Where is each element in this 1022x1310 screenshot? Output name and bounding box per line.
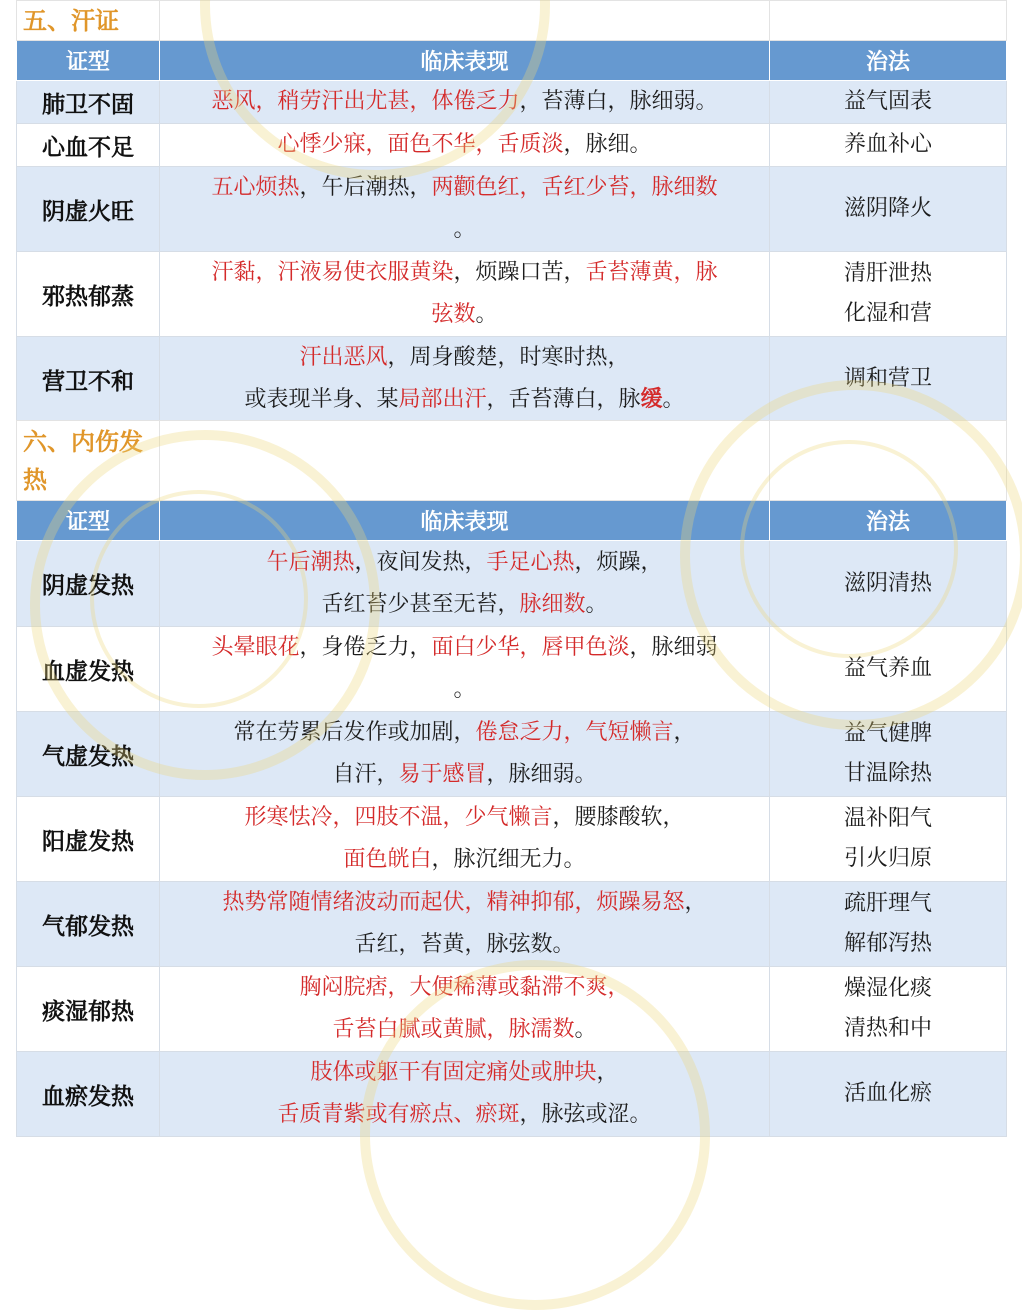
- treatment-method: 引火归原: [843, 846, 932, 871]
- treatment-cell: [770, 882, 1007, 967]
- header-row: [17, 501, 1007, 541]
- key-symptom-text: 面白少华，唇甲色淡: [431, 635, 630, 660]
- section-title: 六、内伤发热: [17, 421, 160, 501]
- manifestation-line: [164, 167, 765, 209]
- symptom-text: ，脉沉细无力。: [431, 847, 586, 872]
- syndrome-type: 气郁发热: [17, 882, 160, 967]
- symptom-text: ，舌苔薄白，脉: [486, 387, 641, 412]
- symptom-text: ，: [596, 1060, 619, 1085]
- symptom-text: 舌红苔少甚至无苔，: [321, 591, 520, 617]
- key-symptom-text: 易于感冒: [398, 762, 487, 787]
- key-symptom-text: 汗黏，汗液易使衣服黄染: [211, 260, 454, 285]
- key-symptom-text: 舌苔白腻或黄腻，脉濡数: [332, 1017, 575, 1042]
- manifestation-line: [164, 882, 765, 924]
- symptom-text: ，午后潮热，: [299, 175, 432, 200]
- symptom-text: ，夜间发热，: [354, 549, 487, 575]
- symptom-text: ，脉弦或涩。: [519, 1102, 652, 1127]
- key-symptom-text: 心悸少寐，面色不华，舌质淡: [277, 132, 564, 157]
- clinical-manifestation: [160, 712, 770, 797]
- symptom-text: ，身倦乏力，: [299, 635, 432, 660]
- symptom-text: 。: [453, 217, 476, 242]
- treatment-cell: [770, 337, 1007, 422]
- clinical-manifestation: [160, 1052, 770, 1137]
- key-symptom-text: 面色㿠白: [343, 847, 432, 872]
- header-treatment: 治法: [770, 501, 1007, 541]
- treatment-cell: [770, 81, 1007, 124]
- treatment-method: 燥湿化痰: [843, 976, 932, 1001]
- syndrome-type: 心血不足: [17, 124, 160, 167]
- key-symptom-text: 两颧色红，舌红少苔，脉细数: [431, 175, 718, 200]
- header-row: [17, 41, 1007, 81]
- syndrome-type: 营卫不和: [17, 337, 160, 422]
- manifestation-line: [164, 967, 765, 1009]
- manifestation-line: [164, 294, 765, 336]
- header-treatment: 治法: [770, 41, 1007, 81]
- table-row: [17, 1052, 1007, 1137]
- manifestation-line: [164, 797, 765, 839]
- symptom-text: ，周身酸楚，时寒时热，: [387, 345, 630, 370]
- key-symptom-text: 午后潮热: [266, 549, 355, 575]
- manifestation-line: [164, 1094, 765, 1136]
- key-symptom-text: 倦怠乏力，气短懒言: [475, 720, 674, 745]
- symptom-text: 。: [574, 1017, 597, 1042]
- key-symptom-text: 五心烦热: [211, 175, 300, 200]
- manifestation-line: [164, 584, 765, 626]
- clinical-manifestation: [160, 252, 770, 337]
- symptom-text: ，烦躁口苦，: [453, 260, 586, 285]
- treatment-cell: [770, 124, 1007, 167]
- symptom-text: 。: [453, 677, 476, 702]
- table-row: [17, 541, 1007, 627]
- clinical-manifestation: [160, 337, 770, 422]
- header-manifestation: 临床表现: [160, 501, 770, 541]
- table-row: [17, 797, 1007, 882]
- key-symptom-text: 恶风，稍劳汗出尤甚，体倦乏力: [211, 89, 520, 114]
- sweat-syndrome-table: [16, 0, 1007, 422]
- manifestation-line: [164, 124, 765, 166]
- key-symptom-text: 缓: [640, 387, 663, 412]
- clinical-manifestation: [160, 967, 770, 1052]
- treatment-method: 疏肝理气: [843, 891, 932, 916]
- treatment-cell: [770, 167, 1007, 252]
- treatment-method: 调和营卫: [843, 366, 932, 391]
- key-symptom-text: 脉细数: [519, 591, 586, 617]
- manifestation-line: [164, 252, 765, 294]
- table-row: [17, 967, 1007, 1052]
- key-symptom-text: 形寒怯冷，四肢不温，少气懒言: [244, 805, 553, 830]
- clinical-manifestation: [160, 797, 770, 882]
- treatment-method: 清肝泄热: [843, 261, 932, 286]
- syndrome-type: 邪热郁蒸: [17, 252, 160, 337]
- key-symptom-text: 热势常随情绪波动而起伏，精神抑郁，烦躁易怒: [222, 890, 685, 915]
- manifestation-line: [164, 924, 765, 966]
- symptom-text: 。: [662, 387, 685, 412]
- treatment-method: 益气养血: [843, 656, 932, 681]
- symptom-text: ，烦躁，: [574, 549, 663, 575]
- manifestation-line: [164, 1052, 765, 1094]
- key-symptom-text: 弦数: [431, 302, 476, 327]
- treatment-method: 益气健脾: [843, 721, 932, 746]
- key-symptom-text: 舌苔薄黄，脉: [585, 260, 718, 285]
- clinical-manifestation: [160, 81, 770, 124]
- syndrome-type: 气虚发热: [17, 712, 160, 797]
- manifestation-line: [164, 1009, 765, 1051]
- table-row: [17, 81, 1007, 124]
- header-manifestation: 临床表现: [160, 41, 770, 81]
- manifestation-line: [164, 627, 765, 669]
- symptom-text: ，: [673, 720, 696, 745]
- syndrome-type: 肺卫不固: [17, 81, 160, 124]
- treatment-cell: [770, 967, 1007, 1052]
- table-row: [17, 712, 1007, 797]
- key-symptom-text: 肢体或躯干有固定痛处或肿块: [310, 1060, 597, 1085]
- clinical-manifestation: [160, 167, 770, 252]
- symptom-text: 。: [585, 591, 608, 617]
- symptom-text: 。: [475, 302, 498, 327]
- manifestation-line: [164, 754, 765, 796]
- symptom-text: 常在劳累后发作或加剧，: [233, 720, 476, 745]
- symptom-text: ，腰膝酸软，: [552, 805, 685, 830]
- treatment-method: 温补阳气: [843, 806, 932, 831]
- table-row: [17, 337, 1007, 422]
- treatment-method: 清热和中: [843, 1016, 932, 1041]
- symptom-text: ，脉细。: [563, 132, 652, 157]
- internal-fever-table: [16, 420, 1007, 1137]
- symptom-text: 自汗，: [332, 762, 399, 787]
- key-symptom-text: 局部出汗: [398, 387, 487, 412]
- syndrome-type: 阴虚发热: [17, 541, 160, 627]
- treatment-method: 解郁泻热: [843, 931, 932, 956]
- manifestation-line: [164, 542, 765, 584]
- manifestation-line: [164, 712, 765, 754]
- clinical-manifestation: [160, 124, 770, 167]
- treatment-cell: [770, 252, 1007, 337]
- table-row: [17, 252, 1007, 337]
- manifestation-line: [164, 337, 765, 379]
- syndrome-type: 痰湿郁热: [17, 967, 160, 1052]
- symptom-text: ，脉细弱。: [486, 762, 597, 787]
- key-symptom-text: 汗出恶风: [299, 345, 388, 370]
- syndrome-type: 阳虚发热: [17, 797, 160, 882]
- treatment-method: 养血补心: [843, 132, 932, 157]
- treatment-method: 滋阴降火: [843, 196, 932, 221]
- treatment-method: 活血化瘀: [843, 1081, 932, 1106]
- treatment-method: 滋阴清热: [843, 570, 932, 596]
- treatment-method: 益气固表: [843, 89, 932, 114]
- manifestation-line: [164, 209, 765, 251]
- symptom-text: ，苔薄白，脉细弱。: [519, 89, 718, 114]
- treatment-method: 化湿和营: [843, 301, 932, 326]
- syndrome-type: 血瘀发热: [17, 1052, 160, 1137]
- treatment-cell: [770, 541, 1007, 627]
- syndrome-type: 血虚发热: [17, 627, 160, 712]
- treatment-cell: [770, 712, 1007, 797]
- syndrome-type: 阴虚火旺: [17, 167, 160, 252]
- table-row: [17, 167, 1007, 252]
- clinical-manifestation: [160, 627, 770, 712]
- key-symptom-text: 手足心热: [486, 549, 575, 575]
- clinical-manifestation: [160, 882, 770, 967]
- header-type: 证型: [17, 501, 160, 541]
- treatment-cell: [770, 1052, 1007, 1137]
- manifestation-line: [164, 379, 765, 421]
- key-symptom-text: 胸闷脘痞，大便稀薄或黏滞不爽，: [299, 975, 630, 1000]
- section-title: 五、汗证: [17, 1, 160, 41]
- symptom-text: ，脉细弱: [629, 635, 718, 660]
- treatment-method: 甘温除热: [843, 761, 932, 786]
- key-symptom-text: 舌质青紫或有瘀点、瘀斑: [277, 1102, 520, 1127]
- manifestation-line: [164, 81, 765, 123]
- table-row: [17, 882, 1007, 967]
- table-row: [17, 124, 1007, 167]
- treatment-cell: [770, 627, 1007, 712]
- key-symptom-text: 头晕眼花: [211, 635, 300, 660]
- treatment-cell: [770, 797, 1007, 882]
- manifestation-line: [164, 839, 765, 881]
- header-type: 证型: [17, 41, 160, 81]
- manifestation-line: [164, 669, 765, 711]
- symptom-text: 舌红，苔黄，脉弦数。: [354, 932, 575, 957]
- clinical-manifestation: [160, 541, 770, 627]
- symptom-text: ，: [684, 890, 707, 915]
- table-row: [17, 627, 1007, 712]
- symptom-text: 或表现半身、某: [244, 387, 399, 412]
